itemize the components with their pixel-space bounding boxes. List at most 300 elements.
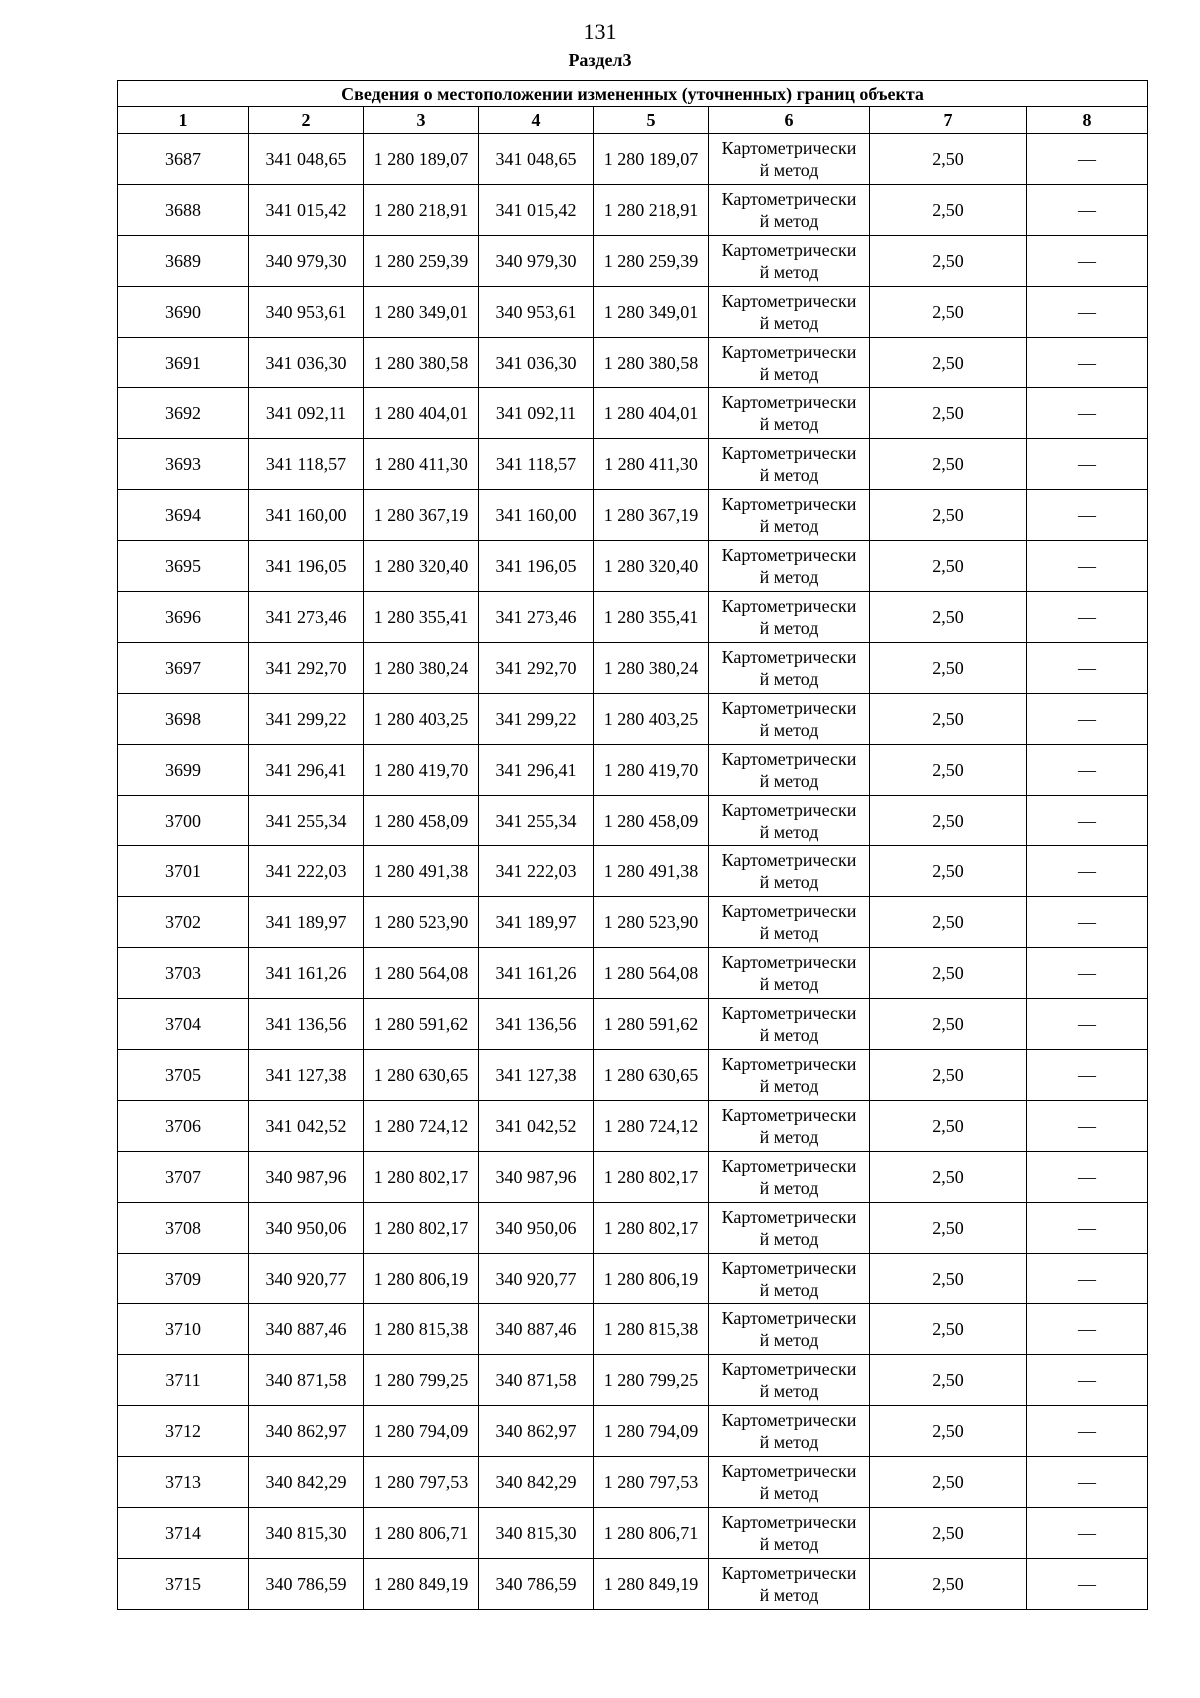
y-existing-cell: 1 280 189,07	[364, 134, 479, 185]
method-text-line1: Картометрически	[721, 1359, 857, 1380]
column-number-5: 5	[594, 107, 709, 134]
x-new-cell: 341 136,56	[479, 999, 594, 1050]
x-existing-cell: 341 292,70	[249, 642, 364, 693]
table-row	[118, 948, 1148, 999]
table-row	[118, 286, 1148, 337]
y-new-cell: 1 280 806,19	[594, 1253, 709, 1304]
table-row	[118, 1508, 1148, 1559]
table-row	[118, 235, 1148, 286]
method-text-line2: й метод	[759, 1025, 819, 1046]
y-existing-cell: 1 280 458,09	[364, 795, 479, 846]
y-new-cell: 1 280 259,39	[594, 235, 709, 286]
method-cell	[709, 1050, 870, 1101]
precision-cell: 2,50	[870, 846, 1027, 897]
point-number-cell: 3697	[118, 642, 249, 693]
method-text-line1: Картометрически	[721, 1257, 857, 1278]
x-new-cell: 340 871,58	[479, 1355, 594, 1406]
method-cell	[709, 235, 870, 286]
description-cell: —	[1027, 541, 1148, 592]
x-new-cell: 341 222,03	[479, 846, 594, 897]
y-new-cell: 1 280 380,58	[594, 337, 709, 388]
y-new-cell: 1 280 419,70	[594, 744, 709, 795]
y-existing-cell: 1 280 259,39	[364, 235, 479, 286]
table-row	[118, 490, 1148, 541]
column-number-2: 2	[249, 107, 364, 134]
table-row	[118, 999, 1148, 1050]
point-number-cell: 3708	[118, 1202, 249, 1253]
description-cell: —	[1027, 1558, 1148, 1609]
point-number-cell: 3710	[118, 1304, 249, 1355]
table-row	[118, 337, 1148, 388]
y-existing-cell: 1 280 806,71	[364, 1508, 479, 1559]
x-new-cell: 340 887,46	[479, 1304, 594, 1355]
y-existing-cell: 1 280 802,17	[364, 1151, 479, 1202]
description-cell: —	[1027, 388, 1148, 439]
method-cell	[709, 1508, 870, 1559]
x-new-cell: 341 161,26	[479, 948, 594, 999]
precision-cell: 2,50	[870, 1457, 1027, 1508]
point-number-cell: 3689	[118, 235, 249, 286]
method-text-line1: Картометрически	[721, 137, 857, 158]
method-text-line2: й метод	[759, 974, 819, 995]
x-existing-cell: 340 887,46	[249, 1304, 364, 1355]
point-number-cell: 3705	[118, 1050, 249, 1101]
method-cell	[709, 1457, 870, 1508]
x-existing-cell: 341 255,34	[249, 795, 364, 846]
method-text-line2: й метод	[759, 770, 819, 791]
description-cell: —	[1027, 642, 1148, 693]
method-text-line2: й метод	[759, 1483, 819, 1504]
method-cell	[709, 744, 870, 795]
precision-cell: 2,50	[870, 286, 1027, 337]
description-cell: —	[1027, 846, 1148, 897]
method-text-line1: Картометрически	[721, 341, 857, 362]
x-new-cell: 341 042,52	[479, 1100, 594, 1151]
column-number-7: 7	[870, 107, 1027, 134]
x-new-cell: 340 842,29	[479, 1457, 594, 1508]
precision-cell: 2,50	[870, 337, 1027, 388]
x-existing-cell: 341 048,65	[249, 134, 364, 185]
method-text-line2: й метод	[759, 923, 819, 944]
point-number-cell: 3688	[118, 184, 249, 235]
method-text-line1: Картометрически	[721, 1308, 857, 1329]
precision-cell: 2,50	[870, 1050, 1027, 1101]
method-text-line1: Картометрически	[721, 1206, 857, 1227]
precision-cell: 2,50	[870, 1304, 1027, 1355]
y-new-cell: 1 280 380,24	[594, 642, 709, 693]
method-cell	[709, 388, 870, 439]
y-new-cell: 1 280 404,01	[594, 388, 709, 439]
y-new-cell: 1 280 797,53	[594, 1457, 709, 1508]
y-new-cell: 1 280 799,25	[594, 1355, 709, 1406]
method-cell	[709, 1253, 870, 1304]
x-existing-cell: 340 920,77	[249, 1253, 364, 1304]
y-existing-cell: 1 280 320,40	[364, 541, 479, 592]
method-text-line1: Картометрически	[721, 1511, 857, 1532]
point-number-cell: 3702	[118, 897, 249, 948]
y-new-cell: 1 280 849,19	[594, 1558, 709, 1609]
column-number-row	[118, 107, 1148, 134]
point-number-cell: 3707	[118, 1151, 249, 1202]
precision-cell: 2,50	[870, 1253, 1027, 1304]
description-cell: —	[1027, 1253, 1148, 1304]
table-row	[118, 795, 1148, 846]
x-new-cell: 341 255,34	[479, 795, 594, 846]
y-new-cell: 1 280 564,08	[594, 948, 709, 999]
precision-cell: 2,50	[870, 235, 1027, 286]
method-text-line2: й метод	[759, 1330, 819, 1351]
y-new-cell: 1 280 458,09	[594, 795, 709, 846]
point-number-cell: 3690	[118, 286, 249, 337]
precision-cell: 2,50	[870, 795, 1027, 846]
y-existing-cell: 1 280 802,17	[364, 1202, 479, 1253]
x-existing-cell: 340 842,29	[249, 1457, 364, 1508]
method-text-line2: й метод	[759, 312, 819, 333]
point-number-cell: 3695	[118, 541, 249, 592]
precision-cell: 2,50	[870, 897, 1027, 948]
table-row	[118, 1050, 1148, 1101]
description-cell: —	[1027, 1355, 1148, 1406]
x-new-cell: 340 987,96	[479, 1151, 594, 1202]
table-body	[118, 134, 1148, 1610]
table-row	[118, 388, 1148, 439]
method-cell	[709, 897, 870, 948]
method-text-line2: й метод	[759, 872, 819, 893]
x-existing-cell: 340 786,59	[249, 1558, 364, 1609]
precision-cell: 2,50	[870, 1151, 1027, 1202]
coordinates-table	[117, 80, 1148, 1610]
method-text-line2: й метод	[759, 1279, 819, 1300]
x-existing-cell: 341 196,05	[249, 541, 364, 592]
method-cell	[709, 948, 870, 999]
precision-cell: 2,50	[870, 134, 1027, 185]
y-existing-cell: 1 280 849,19	[364, 1558, 479, 1609]
y-new-cell: 1 280 591,62	[594, 999, 709, 1050]
table-row	[118, 541, 1148, 592]
point-number-cell: 3687	[118, 134, 249, 185]
y-existing-cell: 1 280 523,90	[364, 897, 479, 948]
y-new-cell: 1 280 491,38	[594, 846, 709, 897]
method-cell	[709, 1151, 870, 1202]
x-new-cell: 340 953,61	[479, 286, 594, 337]
x-new-cell: 341 296,41	[479, 744, 594, 795]
y-new-cell: 1 280 630,65	[594, 1050, 709, 1101]
description-cell: —	[1027, 134, 1148, 185]
method-cell	[709, 1100, 870, 1151]
x-existing-cell: 341 299,22	[249, 693, 364, 744]
y-existing-cell: 1 280 404,01	[364, 388, 479, 439]
x-new-cell: 341 299,22	[479, 693, 594, 744]
y-existing-cell: 1 280 815,38	[364, 1304, 479, 1355]
y-existing-cell: 1 280 367,19	[364, 490, 479, 541]
method-text-line2: й метод	[759, 567, 819, 588]
method-text-line2: й метод	[759, 363, 819, 384]
method-text-line2: й метод	[759, 1177, 819, 1198]
table-row	[118, 184, 1148, 235]
point-number-cell: 3712	[118, 1406, 249, 1457]
method-text-line2: й метод	[759, 1126, 819, 1147]
precision-cell: 2,50	[870, 642, 1027, 693]
point-number-cell: 3715	[118, 1558, 249, 1609]
y-existing-cell: 1 280 218,91	[364, 184, 479, 235]
y-new-cell: 1 280 349,01	[594, 286, 709, 337]
method-text-line2: й метод	[759, 159, 819, 180]
table-row	[118, 1457, 1148, 1508]
point-number-cell: 3699	[118, 744, 249, 795]
y-new-cell: 1 280 802,17	[594, 1151, 709, 1202]
method-text-line1: Картометрически	[721, 697, 857, 718]
x-new-cell: 340 815,30	[479, 1508, 594, 1559]
precision-cell: 2,50	[870, 184, 1027, 235]
method-cell	[709, 1406, 870, 1457]
method-text-line1: Картометрически	[721, 1003, 857, 1024]
y-new-cell: 1 280 367,19	[594, 490, 709, 541]
method-text-line1: Картометрически	[721, 1562, 857, 1583]
x-existing-cell: 341 127,38	[249, 1050, 364, 1101]
method-text-line2: й метод	[759, 465, 819, 486]
method-text-line2: й метод	[759, 617, 819, 638]
column-number-8: 8	[1027, 107, 1148, 134]
x-new-cell: 341 036,30	[479, 337, 594, 388]
method-text-line2: й метод	[759, 516, 819, 537]
point-number-cell: 3706	[118, 1100, 249, 1151]
x-existing-cell: 340 987,96	[249, 1151, 364, 1202]
method-text-line1: Картометрически	[721, 290, 857, 311]
y-existing-cell: 1 280 380,58	[364, 337, 479, 388]
point-number-cell: 3701	[118, 846, 249, 897]
column-number-6: 6	[709, 107, 870, 134]
x-new-cell: 340 786,59	[479, 1558, 594, 1609]
precision-cell: 2,50	[870, 1100, 1027, 1151]
description-cell: —	[1027, 490, 1148, 541]
y-new-cell: 1 280 189,07	[594, 134, 709, 185]
y-new-cell: 1 280 815,38	[594, 1304, 709, 1355]
y-new-cell: 1 280 403,25	[594, 693, 709, 744]
y-existing-cell: 1 280 403,25	[364, 693, 479, 744]
method-cell	[709, 846, 870, 897]
x-existing-cell: 341 222,03	[249, 846, 364, 897]
table-row	[118, 592, 1148, 643]
point-number-cell: 3694	[118, 490, 249, 541]
method-cell	[709, 999, 870, 1050]
description-cell: —	[1027, 795, 1148, 846]
x-existing-cell: 340 862,97	[249, 1406, 364, 1457]
precision-cell: 2,50	[870, 999, 1027, 1050]
column-number-4: 4	[479, 107, 594, 134]
x-new-cell: 341 048,65	[479, 134, 594, 185]
method-cell	[709, 1304, 870, 1355]
method-text-line1: Картометрически	[721, 952, 857, 973]
table-row	[118, 1253, 1148, 1304]
method-text-line1: Картометрически	[721, 443, 857, 464]
description-cell: —	[1027, 235, 1148, 286]
method-text-line2: й метод	[759, 1075, 819, 1096]
method-text-line1: Картометрически	[721, 545, 857, 566]
method-cell	[709, 592, 870, 643]
y-new-cell: 1 280 355,41	[594, 592, 709, 643]
method-text-line1: Картометрически	[721, 494, 857, 515]
x-existing-cell: 341 118,57	[249, 439, 364, 490]
method-cell	[709, 286, 870, 337]
method-text-line1: Картометрически	[721, 1053, 857, 1074]
precision-cell: 2,50	[870, 1202, 1027, 1253]
description-cell: —	[1027, 948, 1148, 999]
point-number-cell: 3698	[118, 693, 249, 744]
y-existing-cell: 1 280 630,65	[364, 1050, 479, 1101]
precision-cell: 2,50	[870, 541, 1027, 592]
x-new-cell: 340 979,30	[479, 235, 594, 286]
method-text-line2: й метод	[759, 1228, 819, 1249]
method-cell	[709, 490, 870, 541]
method-text-line2: й метод	[759, 719, 819, 740]
point-number-cell: 3691	[118, 337, 249, 388]
method-text-line2: й метод	[759, 261, 819, 282]
method-text-line1: Картометрически	[721, 850, 857, 871]
x-new-cell: 341 273,46	[479, 592, 594, 643]
x-new-cell: 341 092,11	[479, 388, 594, 439]
method-cell	[709, 184, 870, 235]
table-row	[118, 1151, 1148, 1202]
x-existing-cell: 341 296,41	[249, 744, 364, 795]
x-new-cell: 341 189,97	[479, 897, 594, 948]
x-new-cell: 341 015,42	[479, 184, 594, 235]
x-existing-cell: 341 036,30	[249, 337, 364, 388]
x-existing-cell: 341 189,97	[249, 897, 364, 948]
y-existing-cell: 1 280 349,01	[364, 286, 479, 337]
y-new-cell: 1 280 411,30	[594, 439, 709, 490]
x-existing-cell: 341 092,11	[249, 388, 364, 439]
method-cell	[709, 541, 870, 592]
x-existing-cell: 340 871,58	[249, 1355, 364, 1406]
description-cell: —	[1027, 999, 1148, 1050]
method-text-line1: Картометрически	[721, 799, 857, 820]
table-row	[118, 439, 1148, 490]
page-number: 131	[583, 19, 617, 44]
y-new-cell: 1 280 794,09	[594, 1406, 709, 1457]
point-number-cell: 3693	[118, 439, 249, 490]
method-cell	[709, 1355, 870, 1406]
x-existing-cell: 340 815,30	[249, 1508, 364, 1559]
x-existing-cell: 341 015,42	[249, 184, 364, 235]
x-new-cell: 340 950,06	[479, 1202, 594, 1253]
description-cell: —	[1027, 1508, 1148, 1559]
y-existing-cell: 1 280 380,24	[364, 642, 479, 693]
x-existing-cell: 340 979,30	[249, 235, 364, 286]
precision-cell: 2,50	[870, 1558, 1027, 1609]
y-existing-cell: 1 280 564,08	[364, 948, 479, 999]
description-cell: —	[1027, 1151, 1148, 1202]
method-cell	[709, 795, 870, 846]
y-existing-cell: 1 280 799,25	[364, 1355, 479, 1406]
y-existing-cell: 1 280 794,09	[364, 1406, 479, 1457]
method-cell	[709, 642, 870, 693]
description-cell: —	[1027, 1202, 1148, 1253]
description-cell: —	[1027, 897, 1148, 948]
y-existing-cell: 1 280 724,12	[364, 1100, 479, 1151]
x-existing-cell: 341 136,56	[249, 999, 364, 1050]
x-existing-cell: 341 273,46	[249, 592, 364, 643]
y-existing-cell: 1 280 491,38	[364, 846, 479, 897]
table-row	[118, 744, 1148, 795]
point-number-cell: 3713	[118, 1457, 249, 1508]
y-existing-cell: 1 280 419,70	[364, 744, 479, 795]
description-cell: —	[1027, 1100, 1148, 1151]
method-cell	[709, 337, 870, 388]
x-new-cell: 340 862,97	[479, 1406, 594, 1457]
x-existing-cell: 341 160,00	[249, 490, 364, 541]
description-cell: —	[1027, 286, 1148, 337]
x-existing-cell: 341 161,26	[249, 948, 364, 999]
precision-cell: 2,50	[870, 592, 1027, 643]
method-text-line2: й метод	[759, 1533, 819, 1554]
description-cell: —	[1027, 693, 1148, 744]
method-text-line1: Картометрически	[721, 1461, 857, 1482]
point-number-cell: 3692	[118, 388, 249, 439]
column-number-1: 1	[118, 107, 249, 134]
method-cell	[709, 439, 870, 490]
y-new-cell: 1 280 724,12	[594, 1100, 709, 1151]
method-cell	[709, 693, 870, 744]
method-text-line1: Картометрически	[721, 748, 857, 769]
table-row	[118, 1558, 1148, 1609]
x-new-cell: 341 127,38	[479, 1050, 594, 1101]
method-text-line1: Картометрически	[721, 901, 857, 922]
method-text-line1: Картометрически	[721, 1155, 857, 1176]
method-text-line1: Картометрически	[721, 188, 857, 209]
table-row	[118, 693, 1148, 744]
table-row	[118, 1202, 1148, 1253]
table-row	[118, 1355, 1148, 1406]
description-cell: —	[1027, 744, 1148, 795]
description-cell: —	[1027, 337, 1148, 388]
description-cell: —	[1027, 439, 1148, 490]
y-new-cell: 1 280 523,90	[594, 897, 709, 948]
precision-cell: 2,50	[870, 948, 1027, 999]
point-number-cell: 3709	[118, 1253, 249, 1304]
method-text-line2: й метод	[759, 210, 819, 231]
table-row	[118, 1406, 1148, 1457]
method-cell	[709, 1202, 870, 1253]
method-text-line1: Картометрически	[721, 595, 857, 616]
y-new-cell: 1 280 802,17	[594, 1202, 709, 1253]
point-number-cell: 3711	[118, 1355, 249, 1406]
section-title: Раздел3	[568, 50, 632, 70]
point-number-cell: 3703	[118, 948, 249, 999]
y-existing-cell: 1 280 355,41	[364, 592, 479, 643]
precision-cell: 2,50	[870, 490, 1027, 541]
precision-cell: 2,50	[870, 693, 1027, 744]
method-text-line2: й метод	[759, 1432, 819, 1453]
y-new-cell: 1 280 320,40	[594, 541, 709, 592]
x-existing-cell: 340 950,06	[249, 1202, 364, 1253]
method-cell	[709, 1558, 870, 1609]
x-new-cell: 341 196,05	[479, 541, 594, 592]
method-text-line2: й метод	[759, 821, 819, 842]
y-existing-cell: 1 280 797,53	[364, 1457, 479, 1508]
precision-cell: 2,50	[870, 1406, 1027, 1457]
table-row	[118, 846, 1148, 897]
y-new-cell: 1 280 218,91	[594, 184, 709, 235]
point-number-cell: 3714	[118, 1508, 249, 1559]
method-text-line1: Картометрически	[721, 239, 857, 260]
table-row	[118, 642, 1148, 693]
method-text-line2: й метод	[759, 1381, 819, 1402]
table-row	[118, 1100, 1148, 1151]
method-text-line2: й метод	[759, 414, 819, 435]
description-cell: —	[1027, 1050, 1148, 1101]
description-cell: —	[1027, 1406, 1148, 1457]
point-number-cell: 3696	[118, 592, 249, 643]
